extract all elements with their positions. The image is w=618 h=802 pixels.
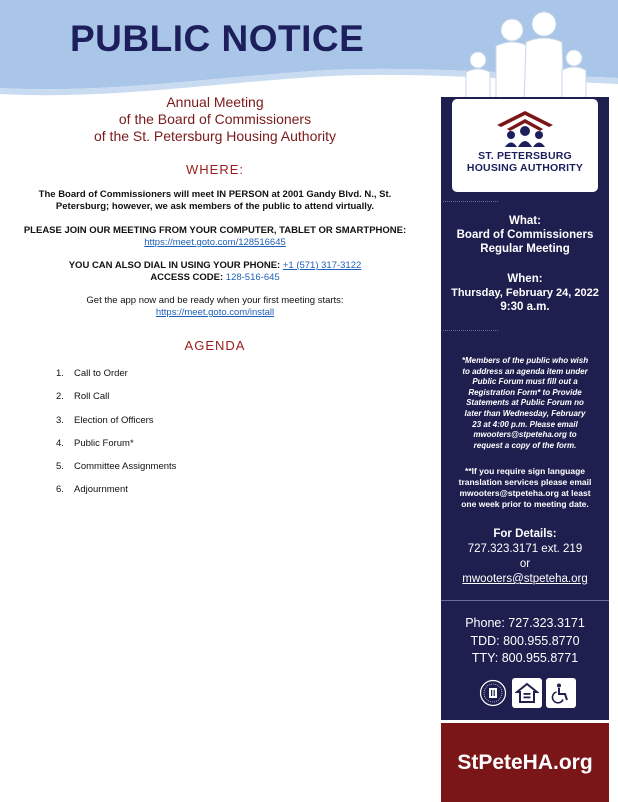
agenda-item: 3. Election of Officers <box>56 414 154 426</box>
panel-divider <box>441 600 609 601</box>
website-link[interactable]: StPeteHA.org <box>457 750 593 774</box>
logo-line2: HOUSING AUTHORITY <box>466 162 584 174</box>
housing-authority-logo-icon <box>493 107 557 147</box>
logo-text <box>452 150 598 174</box>
website-banner <box>441 723 609 802</box>
contact-tdd: TDD: 800.955.8770 <box>470 633 580 648</box>
notice-title: PUBLIC NOTICE <box>70 18 365 59</box>
compliance-badges <box>478 676 578 710</box>
what-line1: Board of Commissioners <box>456 229 594 241</box>
what-label: What: <box>509 215 541 227</box>
contact-tty: TTY: 800.955.8771 <box>471 651 579 665</box>
agenda-item: 6. Adjournment <box>56 484 128 496</box>
sign-language-note: **If you require sign language translation services please email mwooters@stpeteha.org at least one week prior to meeting date. <box>458 466 592 509</box>
when-label: When: <box>507 273 543 285</box>
location-text <box>0 189 430 213</box>
logo-line1: ST. PETERSBURG <box>478 150 572 162</box>
agenda-item: 5. Committee Assignments <box>56 461 177 473</box>
where-heading: WHERE: <box>186 162 244 177</box>
hud-seal-icon <box>478 678 508 708</box>
app-text: Get the app now and be ready when your first meeting starts: <box>86 295 344 306</box>
equal-housing-icon <box>512 678 542 708</box>
divider-dots <box>443 330 498 331</box>
contact-section <box>441 615 609 668</box>
agenda-list <box>56 368 176 508</box>
dial-number-link[interactable]: +1 (571) 317-3122 <box>282 260 362 271</box>
what-section <box>441 214 609 256</box>
join-label: PLEASE JOIN OUR MEETING FROM YOUR COMPUTER, TABLET OR SMARTPHONE: <box>23 225 407 236</box>
agenda-item: 2. Roll Call <box>56 391 110 403</box>
dial-label: YOU CAN ALSO DIAL IN USING YOUR PHONE: <box>68 260 283 271</box>
access-line <box>0 272 430 284</box>
contact-phone: Phone: 727.323.3171 <box>465 616 585 630</box>
access-code: 128-516-645 <box>225 272 280 283</box>
what-line2: Regular Meeting <box>480 243 570 255</box>
location-line1: The Board of Commissioners will meet IN PERSON at 2001 Gandy Blvd. N., St. <box>38 189 392 200</box>
dial-line <box>0 260 430 272</box>
meeting-title-line2: of the Board of Commissioners <box>118 111 312 127</box>
meeting-title-line1: Annual Meeting <box>166 94 264 110</box>
family-illustration <box>462 8 592 110</box>
app-section <box>0 295 430 319</box>
dial-section <box>0 260 430 284</box>
agenda-item: 1. Call to Order <box>56 368 128 379</box>
agenda-heading: AGENDA <box>184 338 246 353</box>
join-section <box>0 225 430 249</box>
accessibility-icon <box>546 678 576 708</box>
app-link[interactable]: https://meet.goto.com/install <box>155 307 275 318</box>
meeting-title <box>0 94 430 145</box>
divider-dots <box>443 201 498 202</box>
details-label: For Details: <box>493 528 557 540</box>
logo-box <box>452 99 598 192</box>
access-label: ACCESS CODE: <box>150 272 226 283</box>
details-email-link[interactable]: mwooters@stpeteha.org <box>462 573 588 585</box>
when-section <box>441 272 609 314</box>
when-time: 9:30 a.m. <box>500 301 550 313</box>
join-link[interactable]: https://meet.goto.com/128516645 <box>144 237 286 248</box>
details-phone: 727.323.3171 ext. 219 <box>467 543 583 555</box>
when-date: Thursday, February 24, 2022 <box>451 287 599 299</box>
details-section <box>441 527 609 587</box>
agenda-item: 4. Public Forum* <box>56 437 134 449</box>
public-forum-note: *Members of the public who wish to address an agenda item under Public Forum must fill out a Registration Form* to Provide Statements at Public Forum no later than Wednesday, February 23 at 4:00 p.m. Please email mwooters@stpeteha.org to request a copy of the form. <box>461 356 589 450</box>
meeting-title-line3: of the St. Petersburg Housing Authority <box>93 128 337 144</box>
location-line2: Petersburg; however, we ask members of the public to attend virtually. <box>55 201 375 212</box>
details-or: or <box>519 558 531 570</box>
